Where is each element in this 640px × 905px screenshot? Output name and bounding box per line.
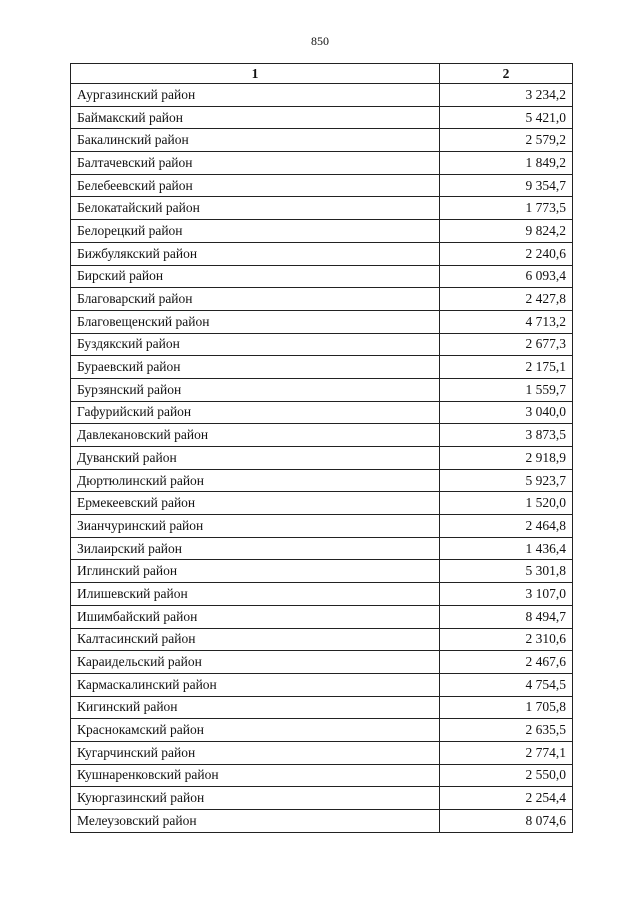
district-name-cell: Ермекеевский район: [71, 492, 440, 515]
district-name-cell: Илишевский район: [71, 583, 440, 606]
table-row: [71, 174, 573, 197]
table-row: [71, 651, 573, 674]
table-row: [71, 605, 573, 628]
table-row: [71, 106, 573, 129]
district-value-cell: 4 713,2: [440, 310, 573, 333]
district-name-cell: Кармаскалинский район: [71, 673, 440, 696]
district-name-cell: Краснокамский район: [71, 719, 440, 742]
table-row: [71, 673, 573, 696]
district-name-cell: Ишимбайский район: [71, 605, 440, 628]
district-value-cell: 2 774,1: [440, 741, 573, 764]
district-name-cell: Иглинский район: [71, 560, 440, 583]
table-row: [71, 152, 573, 175]
district-name-cell: Зианчуринский район: [71, 515, 440, 538]
district-value-cell: 1 436,4: [440, 537, 573, 560]
district-name-cell: Белокатайский район: [71, 197, 440, 220]
column-header-1: 1: [71, 64, 440, 84]
district-value-cell: 4 754,5: [440, 673, 573, 696]
table-row: [71, 560, 573, 583]
table-row: [71, 310, 573, 333]
district-name-cell: Бурзянский район: [71, 378, 440, 401]
column-header-2: 2: [440, 64, 573, 84]
table-row: [71, 696, 573, 719]
district-name-cell: Благовещенский район: [71, 310, 440, 333]
table-row: [71, 719, 573, 742]
table-body: [71, 84, 573, 833]
district-name-cell: Калтасинский район: [71, 628, 440, 651]
table-row: [71, 764, 573, 787]
district-value-cell: 1 773,5: [440, 197, 573, 220]
data-table: [70, 63, 573, 833]
district-value-cell: 2 550,0: [440, 764, 573, 787]
table-row: [71, 288, 573, 311]
district-name-cell: Зилаирский район: [71, 537, 440, 560]
table-row: [71, 515, 573, 538]
table-row: [71, 787, 573, 810]
district-name-cell: Кигинский район: [71, 696, 440, 719]
table-row: [71, 220, 573, 243]
district-name-cell: Белебеевский район: [71, 174, 440, 197]
district-value-cell: 1 705,8: [440, 696, 573, 719]
district-name-cell: Кушнаренковский район: [71, 764, 440, 787]
district-value-cell: 2 635,5: [440, 719, 573, 742]
table-row: [71, 401, 573, 424]
table-row: [71, 810, 573, 833]
table-row: [71, 129, 573, 152]
district-name-cell: Гафурийский район: [71, 401, 440, 424]
table-row: [71, 197, 573, 220]
district-name-cell: Буздякский район: [71, 333, 440, 356]
table-row: [71, 447, 573, 470]
table-row: [71, 265, 573, 288]
district-name-cell: Бижбулякский район: [71, 242, 440, 265]
district-name-cell: Аургазинский район: [71, 84, 440, 107]
district-name-cell: Бирский район: [71, 265, 440, 288]
district-value-cell: 2 240,6: [440, 242, 573, 265]
district-value-cell: 3 234,2: [440, 84, 573, 107]
table-row: [71, 583, 573, 606]
district-value-cell: 2 175,1: [440, 356, 573, 379]
district-name-cell: Бакалинский район: [71, 129, 440, 152]
table-row: [71, 469, 573, 492]
district-name-cell: Балтачевский район: [71, 152, 440, 175]
district-value-cell: 2 427,8: [440, 288, 573, 311]
district-name-cell: Баймакский район: [71, 106, 440, 129]
district-name-cell: Кугарчинский район: [71, 741, 440, 764]
district-value-cell: 2 310,6: [440, 628, 573, 651]
page-number: 850: [311, 34, 329, 48]
district-name-cell: Дуванский район: [71, 447, 440, 470]
table-row: [71, 628, 573, 651]
district-value-cell: 5 301,8: [440, 560, 573, 583]
district-value-cell: 1 849,2: [440, 152, 573, 175]
district-value-cell: 2 918,9: [440, 447, 573, 470]
district-value-cell: 9 354,7: [440, 174, 573, 197]
table-row: [71, 741, 573, 764]
district-value-cell: 6 093,4: [440, 265, 573, 288]
district-name-cell: Благоварский район: [71, 288, 440, 311]
district-value-cell: 5 923,7: [440, 469, 573, 492]
district-value-cell: 3 107,0: [440, 583, 573, 606]
district-value-cell: 1 559,7: [440, 378, 573, 401]
district-name-cell: Бураевский район: [71, 356, 440, 379]
district-value-cell: 2 467,6: [440, 651, 573, 674]
district-name-cell: Караидельский район: [71, 651, 440, 674]
table-row: [71, 84, 573, 107]
district-value-cell: 2 254,4: [440, 787, 573, 810]
table-row: [71, 333, 573, 356]
district-value-cell: 1 520,0: [440, 492, 573, 515]
district-value-cell: 5 421,0: [440, 106, 573, 129]
district-value-cell: 2 579,2: [440, 129, 573, 152]
district-value-cell: 9 824,2: [440, 220, 573, 243]
table-row: [71, 378, 573, 401]
district-value-cell: 8 074,6: [440, 810, 573, 833]
table-row: [71, 424, 573, 447]
district-name-cell: Белорецкий район: [71, 220, 440, 243]
table-row: [71, 492, 573, 515]
district-name-cell: Давлекановский район: [71, 424, 440, 447]
district-name-cell: Куюргазинский район: [71, 787, 440, 810]
district-value-cell: 3 873,5: [440, 424, 573, 447]
table-row: [71, 356, 573, 379]
district-name-cell: Дюртюлинский район: [71, 469, 440, 492]
district-value-cell: 8 494,7: [440, 605, 573, 628]
district-value-cell: 2 677,3: [440, 333, 573, 356]
table-header-row: [71, 64, 573, 84]
table-row: [71, 537, 573, 560]
district-value-cell: 2 464,8: [440, 515, 573, 538]
table-row: [71, 242, 573, 265]
district-value-cell: 3 040,0: [440, 401, 573, 424]
district-name-cell: Мелеузовский район: [71, 810, 440, 833]
